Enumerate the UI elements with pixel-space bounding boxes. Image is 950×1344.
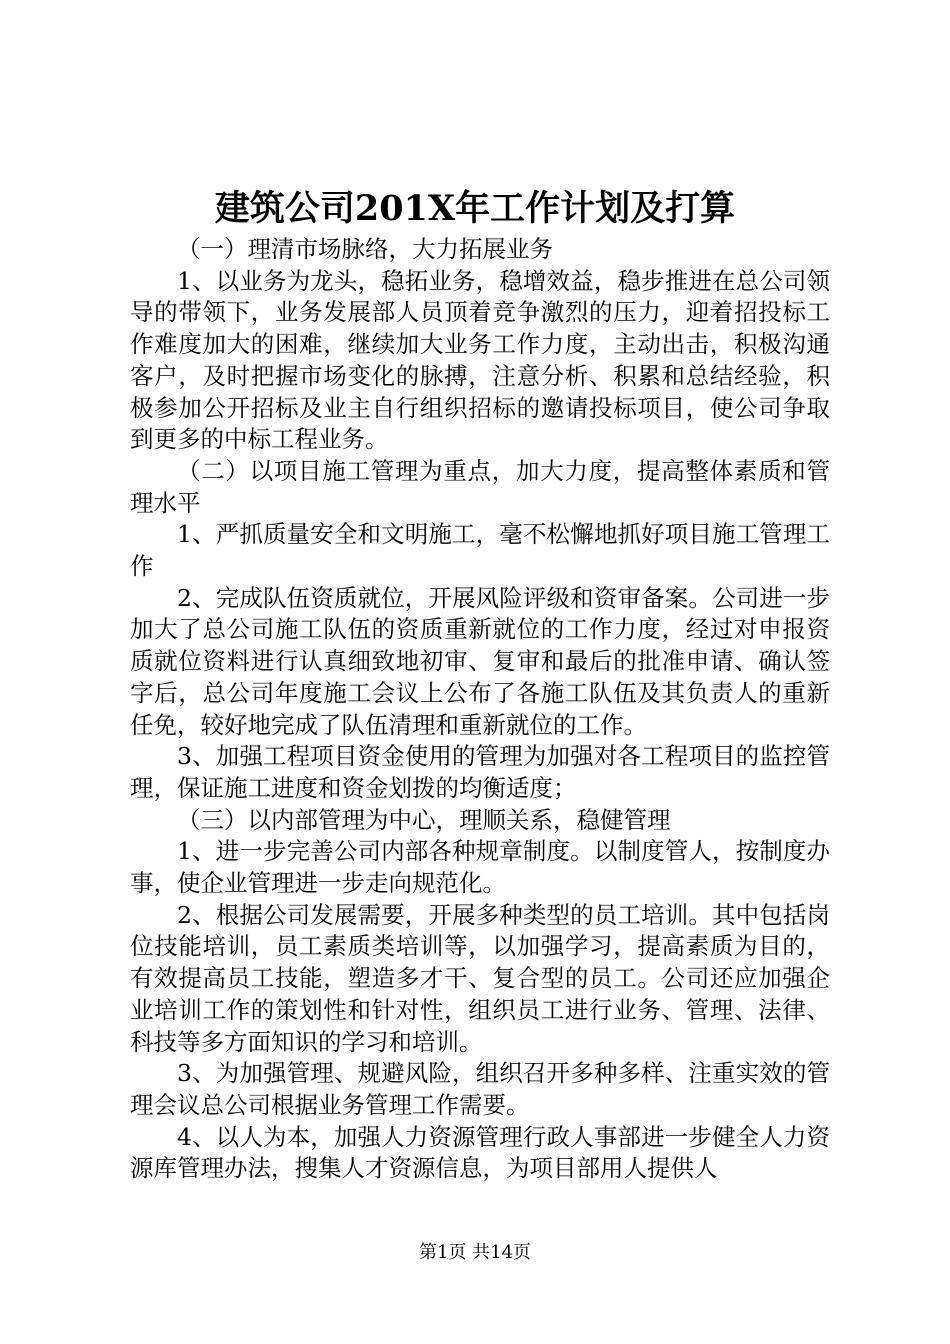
paragraph: 3、为加强管理、规避风险，组织召开多种多样、注重实效的管理会议总公司根据业务管理工作需要。 (130, 1059, 830, 1119)
paragraph: 1、严抓质量安全和文明施工，毫不松懈地抓好项目施工管理工作 (130, 520, 830, 581)
section-heading-3: （三）以内部管理为中心，理顺关系，稳健管理 (177, 805, 671, 834)
paragraph: 4、以人为本，加强人力资源管理行政人事部进一步健全人力资源库管理办法，搜集人才资源信息，为项目部用人提供人 (130, 1122, 830, 1183)
document-title: 建筑公司201X年工作计划及打算 (214, 188, 736, 229)
paragraph: 1、进一步完善公司内部各种规章制度。以制度管人，按制度办事，使企业管理进一步走向规范化。 (130, 837, 830, 898)
paragraph: 1、以业务为龙头，稳拓业务，稳增效益，稳步推进在总公司领导的带领下，业务发展部人员顶着竞争激烈的压力，迎着招投标工作难度加大的困难，继续加大业务工作力度，主动出击，积极沟通客户，及时把握市场变化的脉搏，注意分析、积累和总结经验，积极参加公开招标及业主自行组织招标的邀请投标项目，使公司争取到更多的中标工程业务。 (130, 266, 830, 454)
page-footer: 第1页 共14页 (418, 1242, 532, 1263)
paragraph: 2、完成队伍资质就位，开展风险评级和资审备案。公司进一步加大了总公司施工队伍的资质重新就位的工作力度，经过对申报资质就位资料进行认真细致地初审、复审和最后的批准申请、确认签字后，总公司年度施工会议上公布了各施工队伍及其负责人的重新任免，较好地完成了队伍清理和重新就位的工作。 (130, 583, 830, 739)
paragraph: 3、加强工程项目资金使用的管理为加强对各工程项目的监控管理，保证施工进度和资金划拨的均衡适度； (130, 742, 830, 802)
section-heading-2: （二）以项目施工管理为重点，加大力度，提高整体素质和管理水平 (130, 456, 830, 517)
section-heading-1: （一）理清市场脉络，大力拓展业务 (177, 235, 553, 263)
paragraph: 2、根据公司发展需要，开展多种类型的员工培训。其中包括岗位技能培训，员工素质类培训等，以加强学习，提高素质为目的，有效提高员工技能，塑造多才干、复合型的员工。公司还应加强企业培训工作的策划性和针对性，组织员工进行业务、管理、法律、科技等多方面知识的学习和培训。 (130, 900, 830, 1056)
document-body (130, 234, 830, 1185)
